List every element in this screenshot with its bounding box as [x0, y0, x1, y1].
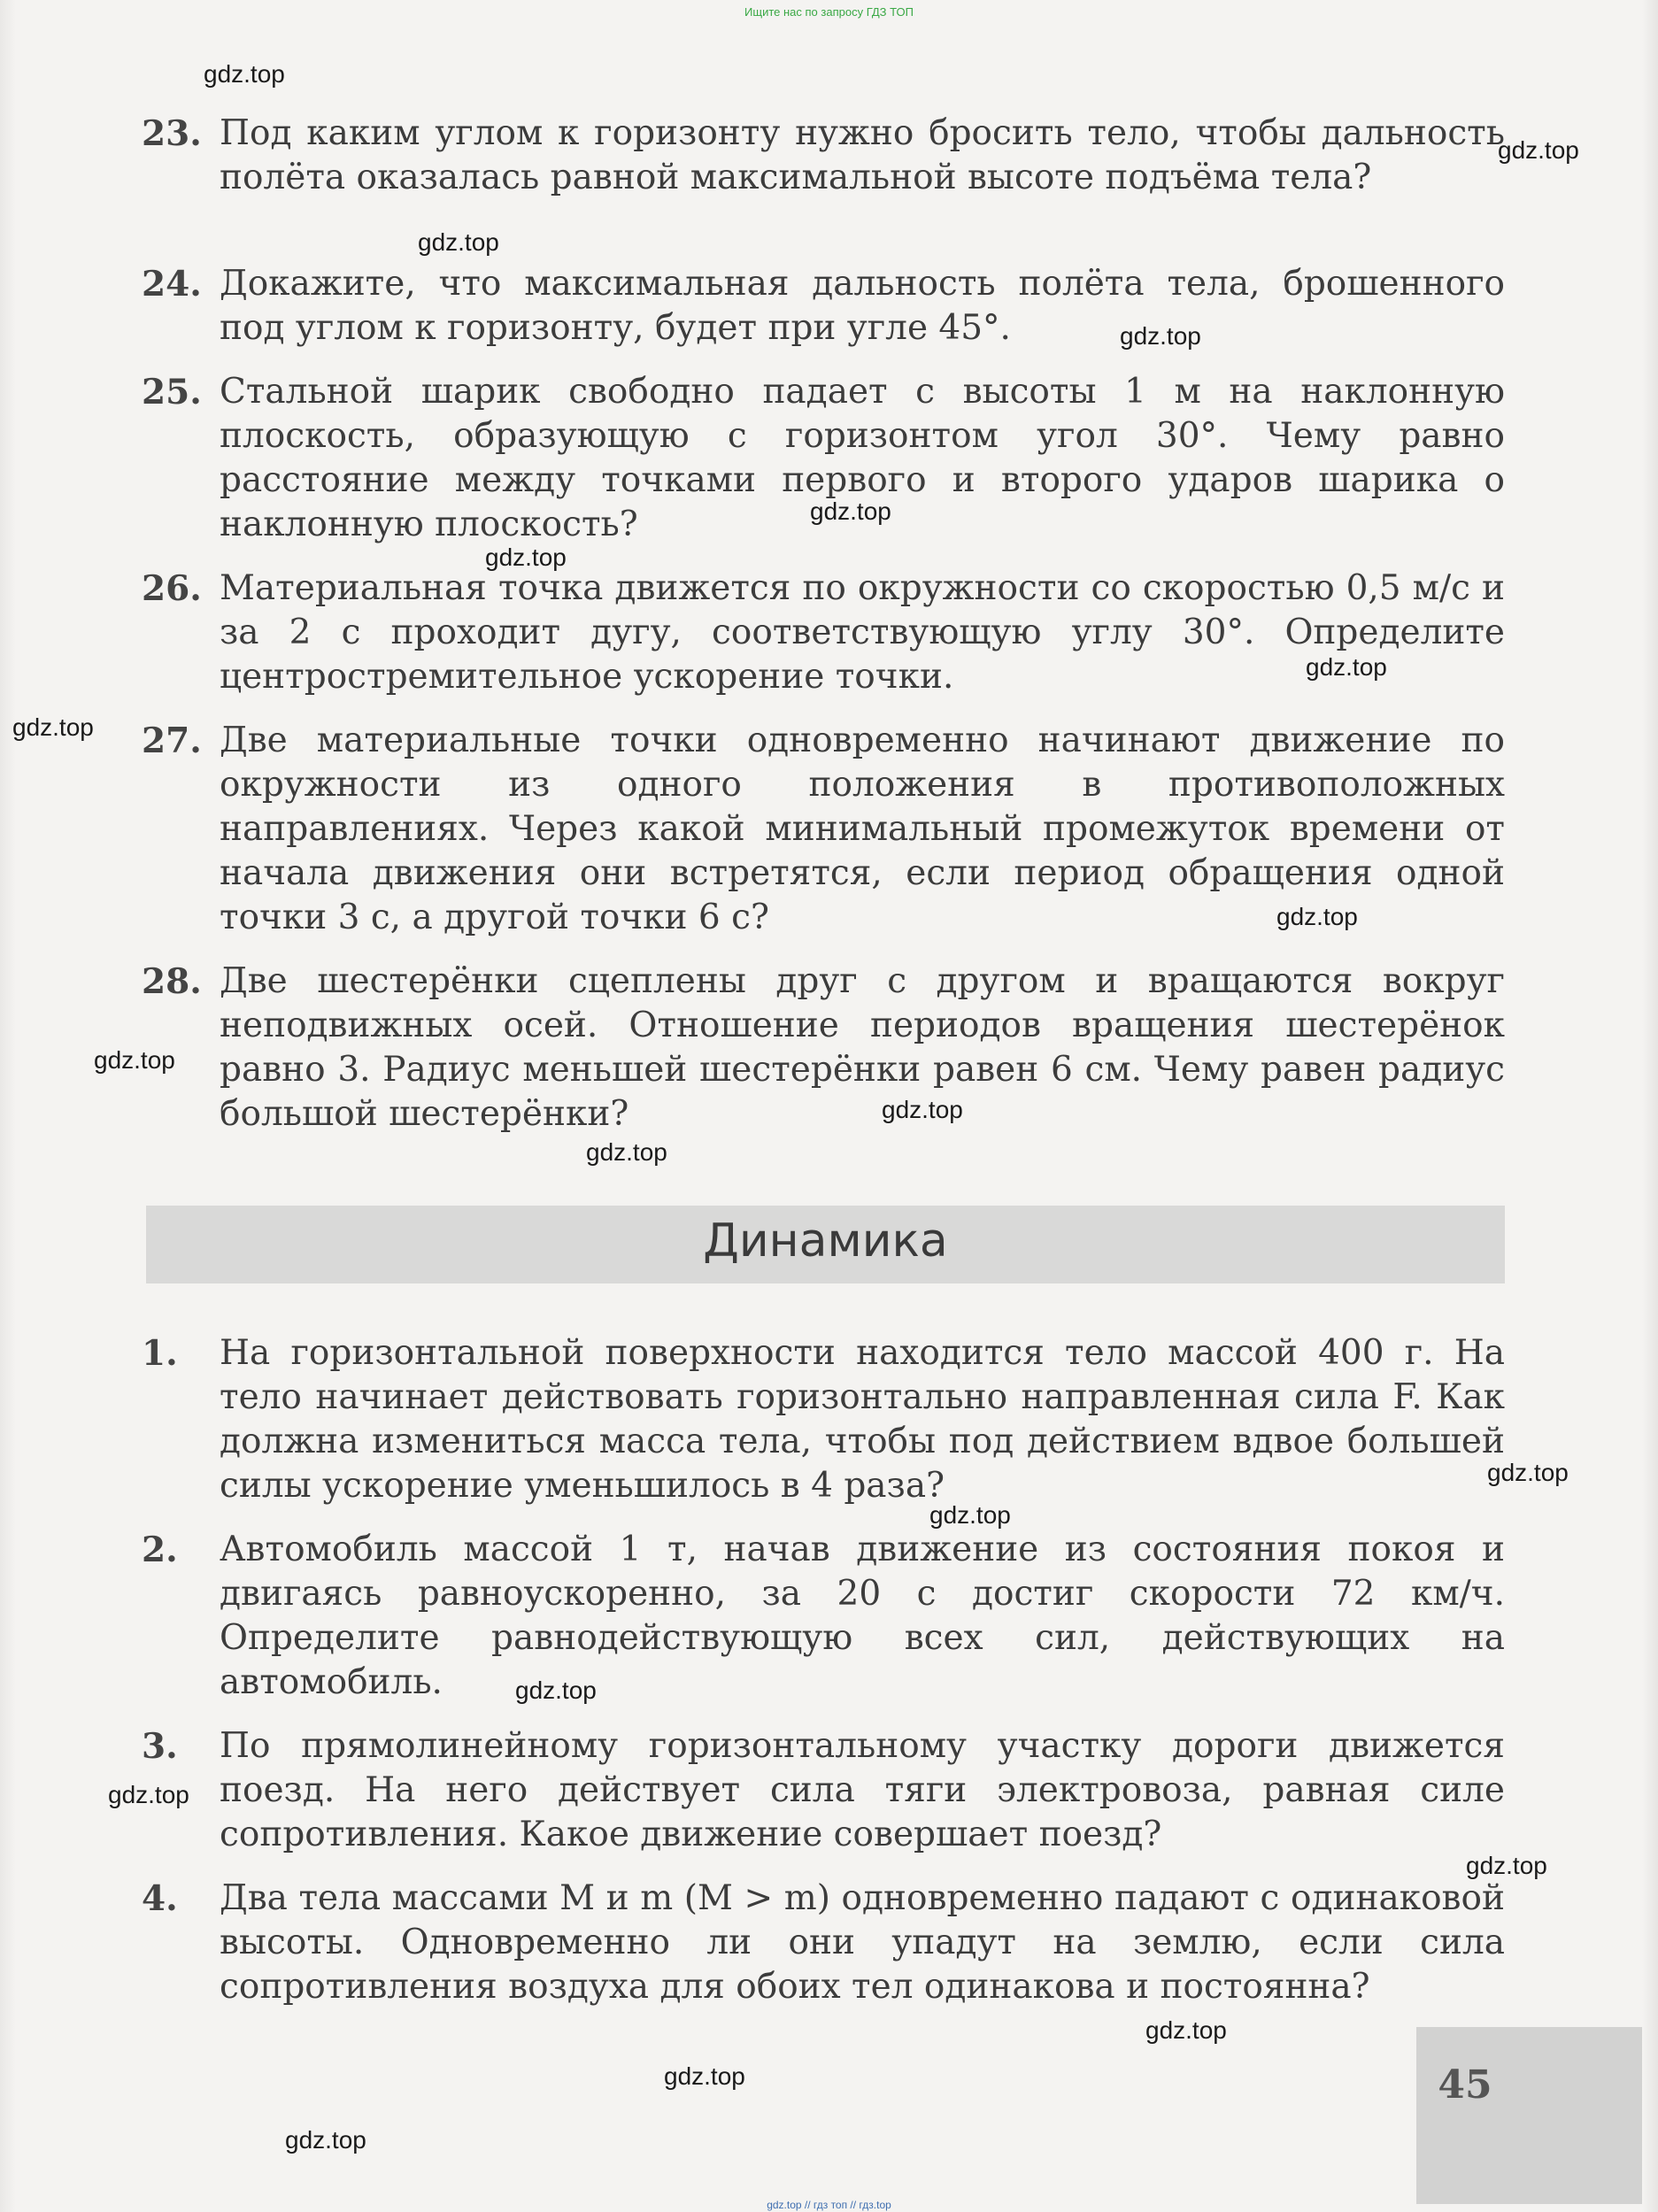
watermark: gdz.top: [418, 228, 499, 256]
problem-number: 3.: [142, 1726, 178, 1767]
problem-text: По прямолинейному горизонтальному участку дороги движется поезд. На него действует сила тяги электровоза, равная силе сопротивления. Какое движение совершает поезд?: [220, 1726, 1505, 1854]
watermark: gdz.top: [204, 60, 285, 88]
bottom-note: gdz.top // гдз топ // гдз.top: [767, 2199, 891, 2211]
problem-number: 23.: [142, 113, 202, 154]
problem-text: Автомобиль массой 1 т, начав движение из состояния покоя и двигаясь равноускоренно, за 20 с достиг скорости 72 км/ч. Определите равнодействующую всех сил, действующих на автомобиль.: [220, 1530, 1505, 1702]
watermark: gdz.top: [1145, 2016, 1227, 2044]
watermark: gdz.top: [285, 2126, 366, 2154]
watermark: gdz.top: [12, 713, 94, 741]
watermark: gdz.top: [929, 1501, 1011, 1529]
problem-number: 1.: [142, 1333, 178, 1374]
watermark: gdz.top: [1120, 322, 1201, 350]
dynamics-problem-4: [142, 1877, 1505, 2009]
problem-text: На горизонтальной поверхности находится тело массой 400 г. На тело начинает действовать горизонтально направленная сила F. Как должна измениться масса тела, чтобы под действием вдвое большей силы ускорение уменьшилось в 4 раза?: [220, 1333, 1505, 1506]
problem-number: 28.: [142, 961, 202, 1002]
top-search-note: Ищите нас по запросу ГДЗ ТОП: [744, 5, 914, 19]
problem-24: [142, 262, 1505, 351]
problem-text: Две шестерёнки сцеплены друг с другом и вращаются вокруг неподвижных осей. Отношение периодов вращения шестерёнок равно 3. Радиус меньшей шестерёнки равен 6 см. Чему равен радиус большой шестерёнки?: [220, 961, 1505, 1134]
watermark: gdz.top: [515, 1676, 597, 1704]
problem-text: Под каким углом к горизонту нужно бросить тело, чтобы дальность полёта оказалась равной максимальной высоте подъёма тела?: [220, 113, 1505, 197]
watermark: gdz.top: [586, 1138, 667, 1166]
watermark: gdz.top: [1306, 653, 1387, 681]
problem-text: Стальной шарик свободно падает с высоты 1 м на наклонную плоскость, образующую с горизонтом угол 30°. Чему равно расстояние между точками первого и второго ударов шарика о наклонную плоскость?: [220, 372, 1505, 544]
watermark: gdz.top: [1276, 903, 1358, 930]
problem-23: [142, 112, 1505, 200]
problem-number: 2.: [142, 1530, 178, 1570]
watermark: gdz.top: [108, 1781, 189, 1808]
dynamics-problem-1: [142, 1331, 1505, 1508]
watermark: gdz.top: [810, 497, 891, 525]
problem-number: 27.: [142, 721, 202, 761]
watermark: gdz.top: [94, 1046, 175, 1074]
watermark: gdz.top: [1498, 136, 1579, 164]
problem-number: 26.: [142, 568, 202, 609]
problem-text: Два тела массами M и m (M > m) одновременно падают с одинаковой высоты. Одновременно ли они упадут на землю, если сила сопротивления воздуха для обоих тел одинакова и постоянна?: [220, 1878, 1505, 2007]
dynamics-problem-2: [142, 1528, 1505, 1705]
problem-number: 4.: [142, 1878, 178, 1919]
problem-text: Материальная точка движется по окружности со скоростью 0,5 м/с и за 2 с проходит дугу, соответствующую углу 30°. Определите центростремительное ускорение точки.: [220, 568, 1505, 697]
page-number-box: [1416, 2027, 1642, 2204]
page-number: 45: [1438, 2062, 1492, 2108]
problem-text: Докажите, что максимальная дальность полёта тела, брошенного под углом к горизонту, будет при угле 45°.: [220, 264, 1505, 348]
problem-number: 25.: [142, 372, 202, 412]
watermark: gdz.top: [485, 543, 567, 571]
problem-text: Две материальные точки одновременно начинают движение по окружности из одного положения в противоположных направлениях. Через какой минимальный промежуток времени от начала движения они встретятся, если период обращения одной точки 3 с, а другой точки 6 с?: [220, 721, 1505, 937]
watermark: gdz.top: [1466, 1852, 1547, 1879]
watermark: gdz.top: [664, 2062, 745, 2090]
watermark: gdz.top: [1487, 1459, 1569, 1486]
problem-28: [142, 960, 1505, 1137]
section-title: Динамика: [703, 1214, 948, 1268]
problem-26: [142, 566, 1505, 699]
watermark: gdz.top: [882, 1096, 963, 1123]
problem-number: 24.: [142, 264, 202, 304]
dynamics-problem-3: [142, 1724, 1505, 1857]
